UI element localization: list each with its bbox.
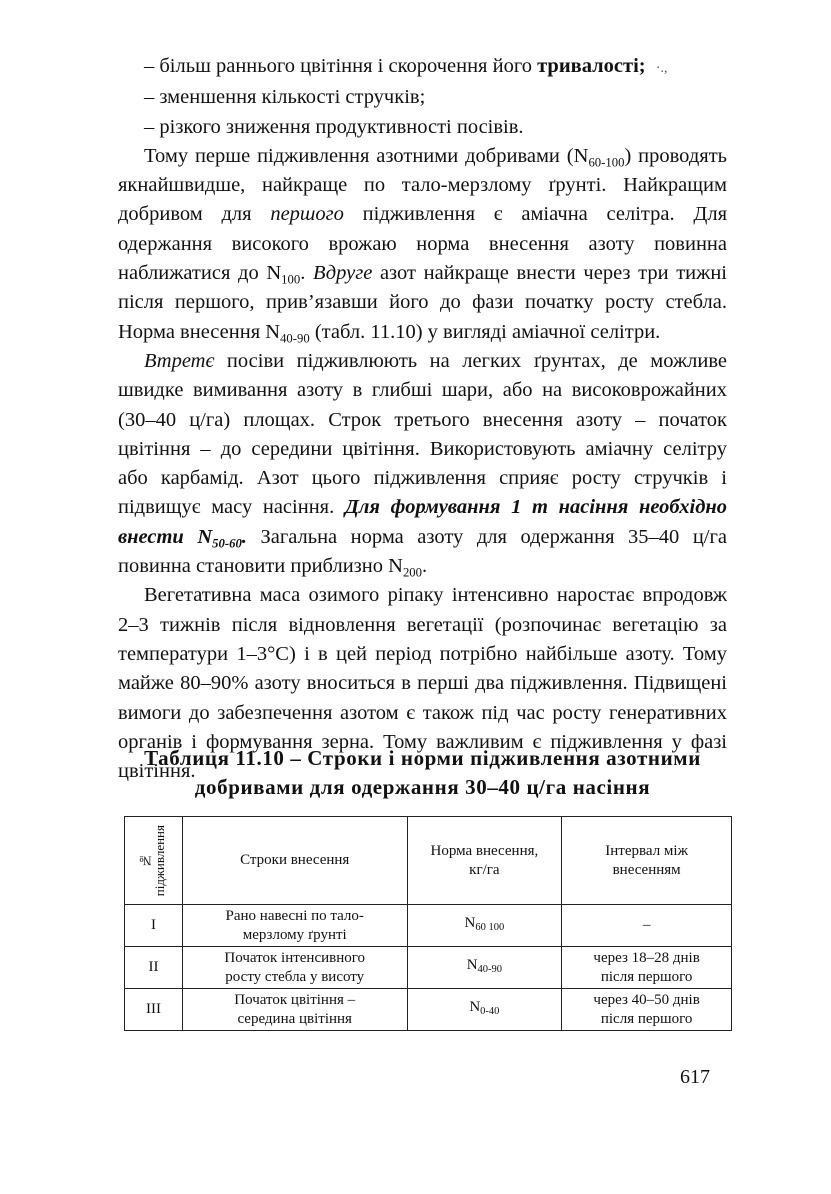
italic-text: Втретє: [144, 349, 215, 372]
cell-text: після першого: [600, 968, 693, 985]
subscript: 40-90: [280, 331, 310, 346]
text-run: (табл. 11.10) у вигляді аміачної селітри.: [309, 320, 661, 343]
header-num: [125, 817, 183, 905]
table-caption: [110, 744, 735, 802]
table-row: [125, 947, 732, 989]
page-number: 617: [680, 1066, 710, 1088]
cell-rate: [407, 947, 562, 989]
cell-text: N: [469, 998, 481, 1015]
cell-text: через 40–50 днів: [593, 991, 700, 1008]
bullet-bold-text: тривалості;: [537, 55, 646, 77]
cell-text: росту стебла у висоту: [225, 968, 365, 985]
header-timing: Строки внесення: [182, 817, 407, 905]
text-run: Для формування 1 т насіння необхідно внести N: [118, 496, 727, 548]
bullet-item: – зменшення кількості стручків;: [144, 86, 426, 109]
bullet-item: – різкого зниження продуктивності посівів.: [144, 115, 524, 138]
stray-mark: ·.,: [655, 61, 668, 76]
cell-timing: [182, 947, 407, 989]
table-row: [125, 905, 732, 947]
subscript: 40-90: [477, 964, 503, 976]
text-run: .: [241, 525, 247, 548]
text-run: підживлення є аміачна селітра. Для одержання високого врожаю норма внесення азоту повинна наближатися до N: [118, 203, 727, 285]
fertilizer-table: [124, 816, 732, 1031]
cell-text: Рано навесні по тало-: [225, 907, 364, 924]
caption-line: Таблиця 11.10 – Строки і норми підживлення азотними: [144, 746, 701, 770]
table-row: [125, 989, 732, 1031]
subscript: 200: [402, 565, 422, 580]
cell-text: мерзлому ґрунті: [242, 926, 347, 943]
cell-text: через 18–28 днів: [593, 949, 700, 966]
subscript: 0-40: [480, 1006, 500, 1018]
paragraph-vegetative-mass: Вегетативна маса озимого ріпаку інтенсивно наростає впродовж 2–3 тижнів після відновлення вегетації (розпочинає вегетацію за температури 1–3°С) і в цей період потрібно найбільше азоту. Тому майже 80–90% азоту вноситься в перші два підживлення. Підвищені вимоги до забезпечення азотом є також під час росту генеративних органів і формування зерна. Тому важливим є підживлення у фазі цвітіння.: [118, 584, 727, 783]
text-run: .: [300, 262, 313, 285]
italic-text: першого: [270, 203, 344, 226]
cell-text: N: [466, 956, 478, 973]
cell-num: II: [125, 947, 183, 989]
subscript: 50-60: [212, 536, 242, 551]
cell-text: після першого: [600, 1010, 693, 1027]
cell-rate: [407, 905, 562, 947]
paragraph-first-feeding: [118, 142, 727, 347]
cell-text: N: [464, 914, 476, 931]
caption-line: добривами для одержання 30–40 ц/га насіння: [194, 775, 651, 799]
cell-num: III: [125, 989, 183, 1031]
header-num-text: № підживлення: [138, 824, 168, 897]
cell-timing: [182, 989, 407, 1031]
text-run: Загальна норма азоту для одержання 35–40 ц/га повинна становити приблизно N: [118, 525, 727, 578]
body-text: [118, 52, 727, 786]
cell-interval: [562, 947, 732, 989]
subscript: 100: [281, 272, 301, 287]
subscript: 60 100: [475, 922, 505, 934]
cell-text: –: [642, 917, 651, 933]
table-header-row: [125, 817, 732, 905]
cell-text: Початок інтенсивного: [224, 949, 366, 966]
cell-timing: [182, 905, 407, 947]
text-run: Тому перше підживлення азотними добривами (N: [144, 144, 589, 167]
cell-interval: [562, 989, 732, 1031]
header-interval: [562, 817, 732, 905]
cell-interval: [562, 905, 732, 947]
header-rate: [407, 817, 562, 905]
header-text: Норма внесення,: [430, 842, 539, 859]
cell-num: I: [125, 905, 183, 947]
text-run: посіви підживлюють на легких ґрунтах, де можливе швидке вимивання азоту в глибші шари, або на високоврожайних (30–40 ц/га) площах. Строк третього внесення азоту – початок цвітіння – до середини цвітіння. Використовують аміачну селітру або карбамід. Азот цього підживлення сприяє росту стручків і підвищує масу насіння.: [118, 349, 727, 519]
cell-text: Початок цвітіння –: [234, 991, 356, 1008]
text-run: ) проводять якнайшвидше, найкраще по тало-мерзлому ґрунті. Найкращим добривом для: [118, 144, 728, 226]
cell-rate: [407, 989, 562, 1031]
subscript: 60-100: [588, 155, 625, 170]
bullet-text: – більш раннього цвітіння і скорочення його: [144, 55, 538, 77]
italic-text: Вдруге: [312, 262, 373, 285]
header-text: внесенням: [612, 861, 681, 878]
paragraph-third-feeding: [118, 347, 727, 581]
text-run: азот найкраще внести через три тижні після першого, прив’язавши його до фази початку росту стебла. Норма внесення N: [118, 262, 727, 343]
cell-text: середина цвітіння: [237, 1010, 352, 1027]
header-text: кг/га: [469, 861, 500, 878]
header-text: Інтервал між: [605, 842, 688, 859]
bullet-item: [118, 52, 727, 83]
text-run: .: [422, 555, 428, 578]
